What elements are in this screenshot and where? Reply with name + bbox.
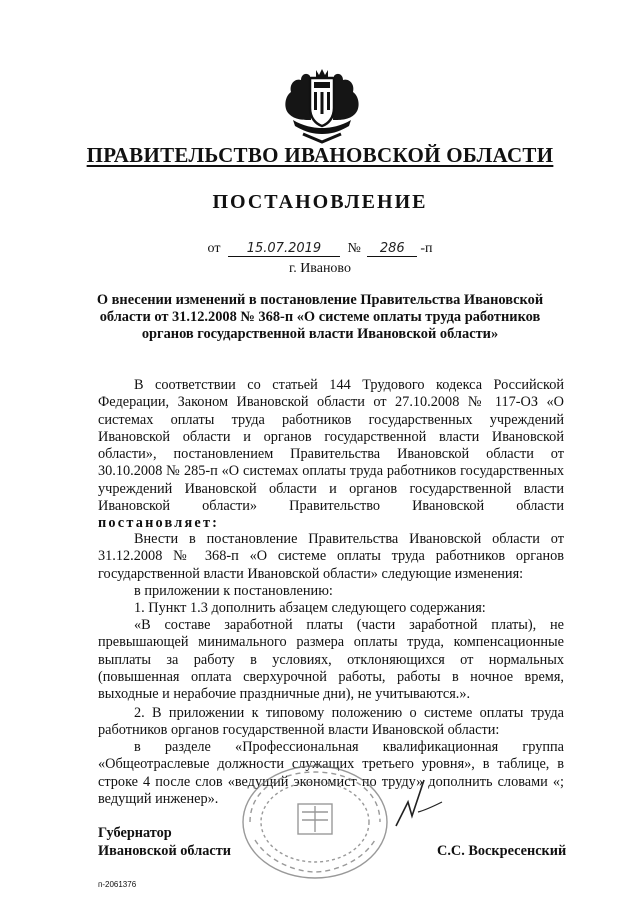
number-prefix: № xyxy=(347,241,361,256)
coat-of-arms-icon xyxy=(283,68,361,146)
document-title: О внесении изменений в постановление Правительства Ивановской области от 31.12.2008 № 368-п «О системе оплаты труда работников органов государственной власти Ивановской области» xyxy=(96,292,544,342)
document-type: ПОСТАНОВЛЕНИЕ xyxy=(212,191,428,213)
signatory-title xyxy=(98,824,231,860)
stamp-seal-icon xyxy=(230,760,400,880)
body-paragraph-1: Внести в постановление Правительства Ивановской области от 31.12.2008 № 368-п «О системе оплаты труда работников органов государственной власти Ивановской области» следующие изменения: xyxy=(98,531,564,582)
body-paragraph-6: в разделе «Профессиональная квалификационная группа «Общеотраслевые должности служащих третьего уровня», в таблице, в строке 4 после слов «ведущий экономист по труду» дополнить словами «; ведущий инженер». xyxy=(98,739,564,807)
preamble-paragraph xyxy=(98,377,564,533)
organization-name: ПРАВИТЕЛЬСТВО ИВАНОВСКОЙ ОБЛАСТИ xyxy=(86,143,554,167)
signatory-title-line-2: Ивановской области xyxy=(98,843,231,859)
signatory-title-line-1: Губернатор xyxy=(98,825,172,841)
preamble-text: В соответствии со статьей 144 Трудового кодекса Российской Федерации, Законом Ивановской области от 27.10.2008 № 117-ОЗ «О системах оплаты труда работников государственных учреждений Ивановской области и органов государственной власти Ивановской области», постановлением Правительства Ивановской области от 30.10.2008 № 285-п «О системах оплаты труда работников государственных учреждений Ивановской области и органов государственной власти Ивановской области» Правительство Ивановской области xyxy=(98,377,564,515)
footer-code: п-2061376 xyxy=(98,880,137,889)
date-number-line xyxy=(0,241,640,257)
signatory-name: С.С. Воскресенский xyxy=(437,843,567,859)
date-field: 15.07.2019 xyxy=(228,241,340,257)
body-paragraph-5: 2. В приложении к типовому положению о системе оплаты труда работников органов государственной власти Ивановской области: xyxy=(98,705,564,739)
handwritten-signature-icon xyxy=(388,772,448,832)
body-paragraph-2: в приложении к постановлению: xyxy=(134,583,333,599)
date-prefix: от xyxy=(207,241,221,256)
body-paragraph-3: 1. Пункт 1.3 дополнить абзацем следующего содержания: xyxy=(134,600,486,616)
city: г. Иваново xyxy=(289,261,351,276)
number-suffix: -п xyxy=(420,241,433,256)
body-paragraph-4: «В составе заработной платы (части заработной платы), не превышающей минимального размера оплаты труда, компенсационные выплаты за работу в условиях, отклоняющихся от нормальных (повышенная оплата сверхурочной работы, работы в ночное время, выходные и нерабочие праздничные дни), не учитываются.». xyxy=(98,617,564,703)
resolves-word: постановляет: xyxy=(98,515,220,532)
number-field: 286 xyxy=(367,241,417,257)
